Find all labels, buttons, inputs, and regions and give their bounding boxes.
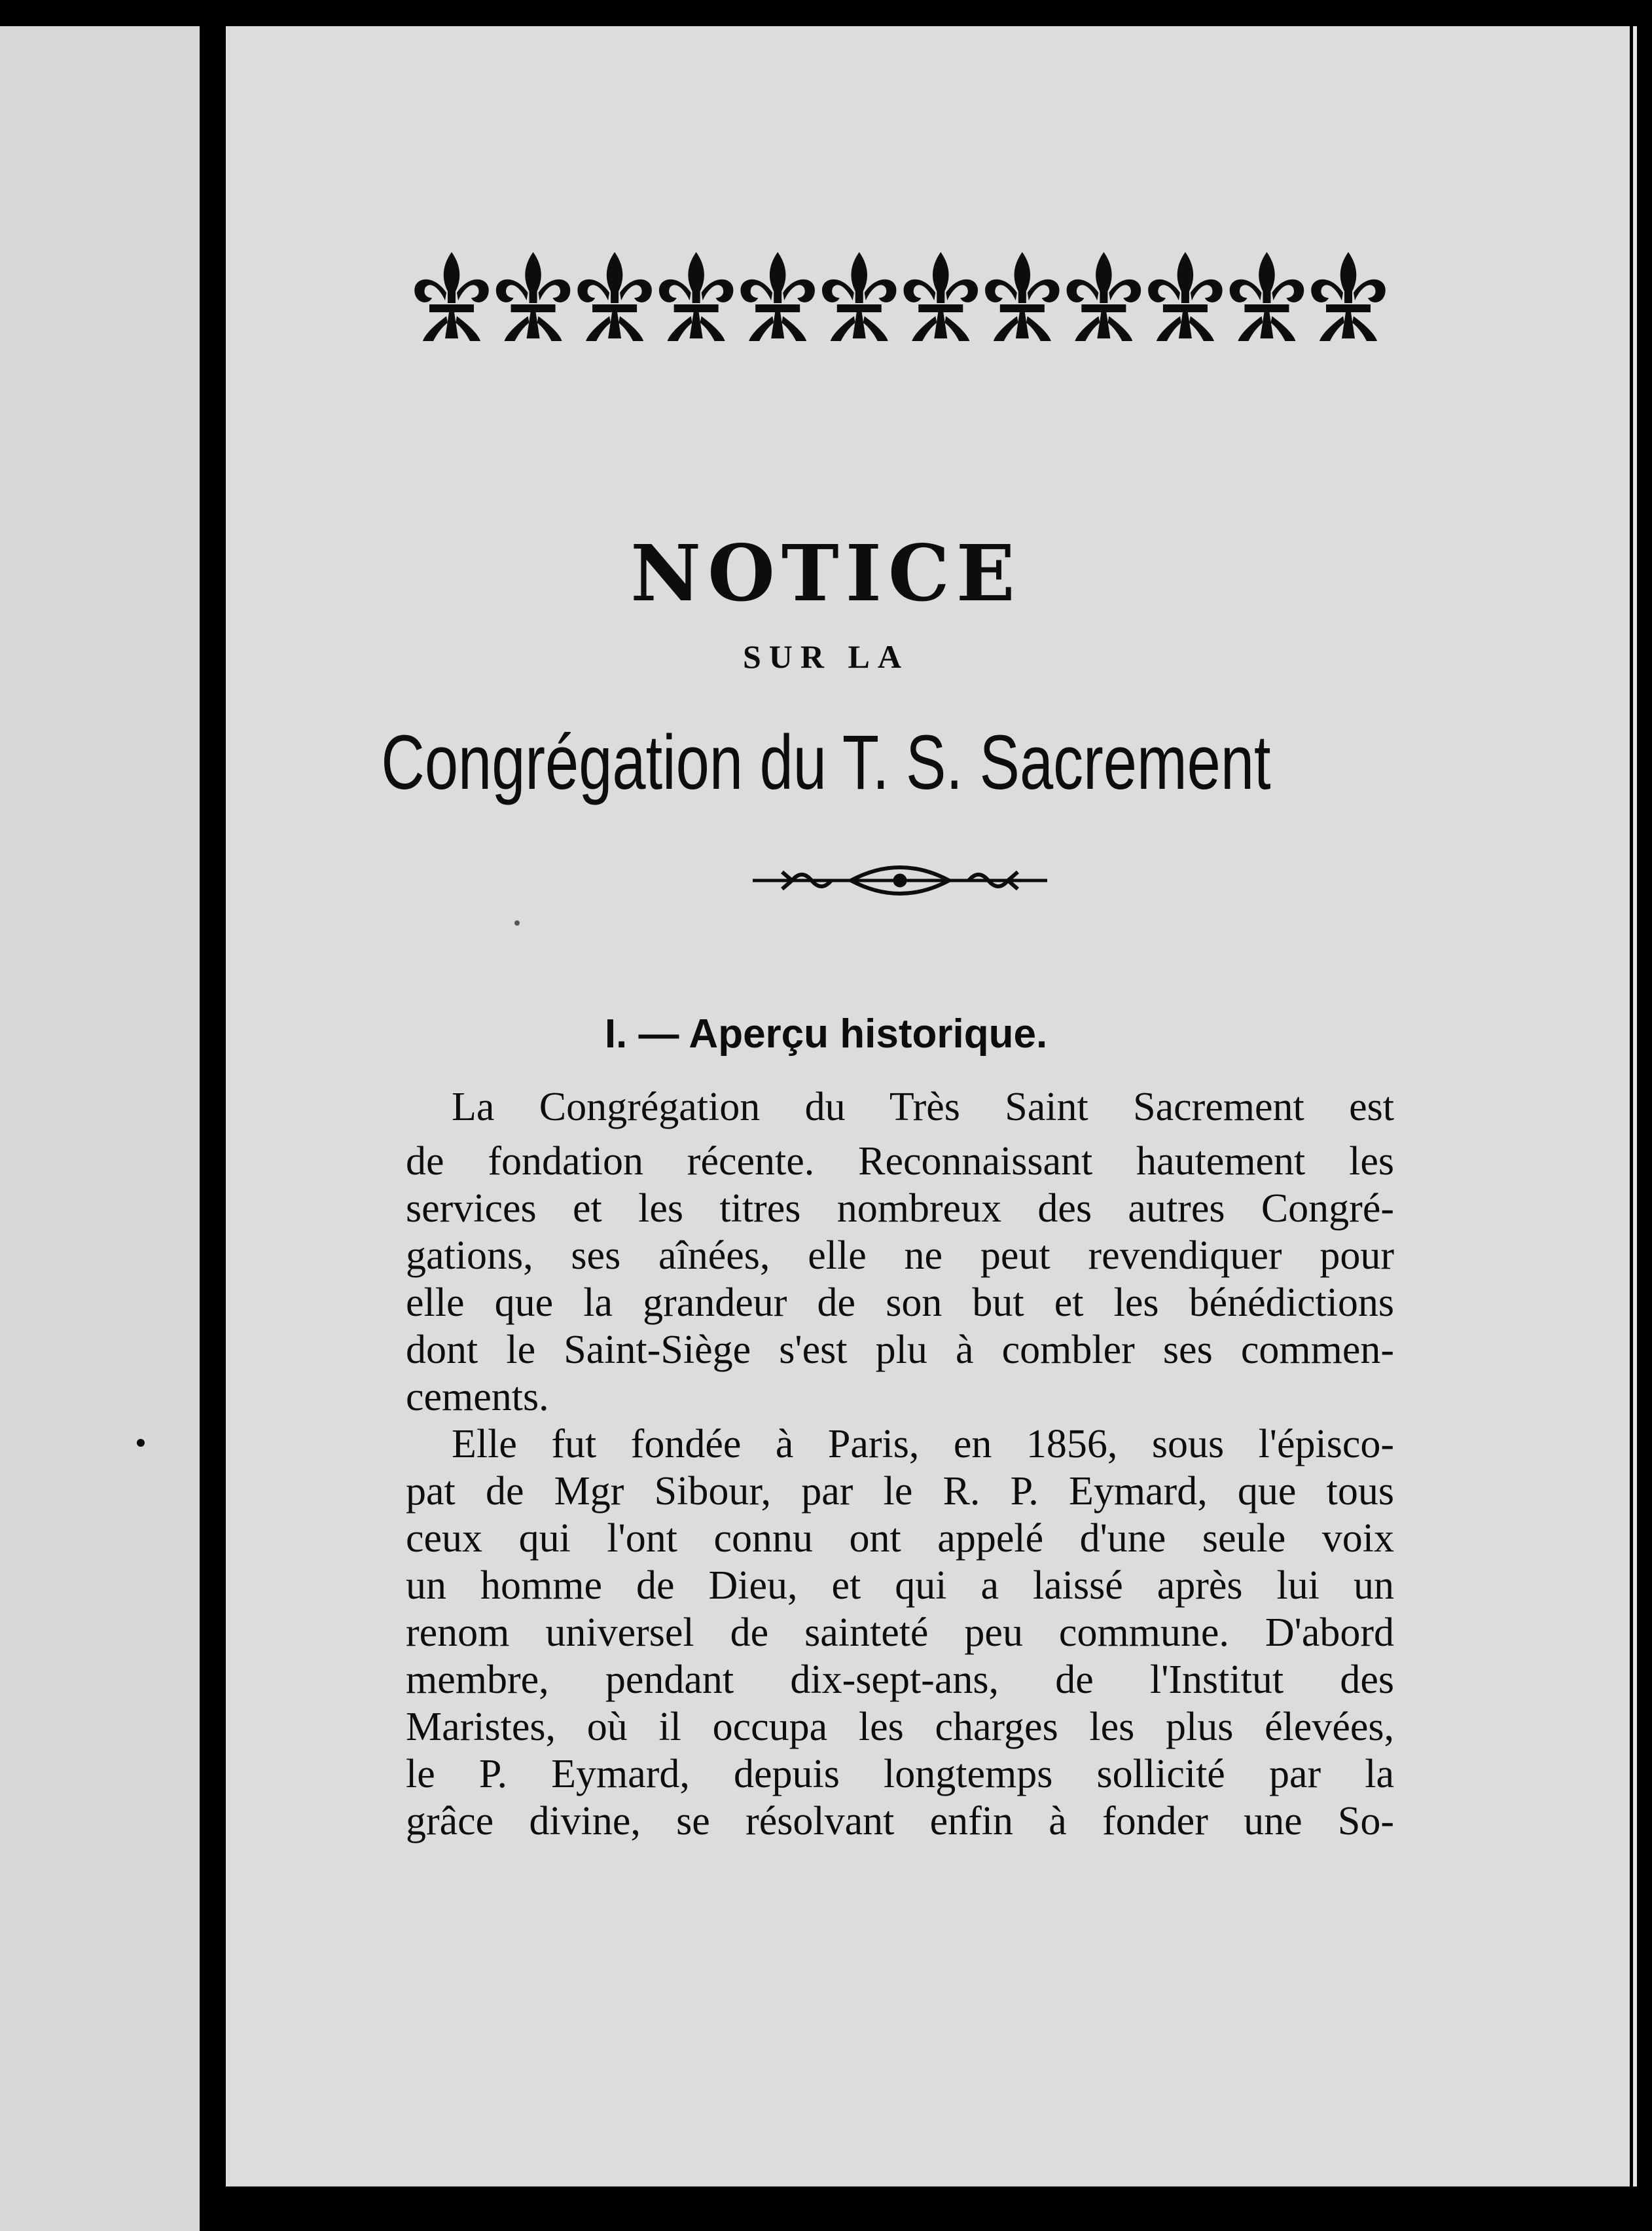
title-sur-la: SUR LA bbox=[743, 638, 909, 675]
title-notice: NOTICE bbox=[630, 528, 1022, 619]
body-line: cements. bbox=[406, 1375, 549, 1419]
body-line: Elle fut fondée à Paris, en 1856, sous l'épisco- bbox=[452, 1422, 1394, 1466]
body-line: grâce divine, se résolvant enfin à fonder une So- bbox=[406, 1799, 1394, 1843]
body-line: dont le Saint-Siège s'est plu à combler ses commen- bbox=[406, 1328, 1394, 1372]
body-line: gations, ses aînées, elle ne peut revendiquer pour bbox=[406, 1233, 1394, 1278]
body-line: le P. Eymard, depuis longtemps sollicité par la bbox=[406, 1752, 1394, 1796]
body-line: ceux qui l'ont connu ont appelé d'une seule voix bbox=[406, 1516, 1394, 1561]
title-main: Congrégation du T. S. Sacrement bbox=[381, 719, 1271, 806]
body-line: Maristes, où il occupa les charges les plus élevées, bbox=[406, 1705, 1394, 1749]
body-line: un homme de Dieu, et qui a laissé après lui un bbox=[406, 1563, 1394, 1608]
body-line: renom universel de sainteté peu commune. D'abord bbox=[406, 1610, 1394, 1655]
body-line: membre, pendant dix-sept-ans, de l'Institut des bbox=[406, 1658, 1394, 1702]
body-line: de fondation récente. Reconnaissant hautement les bbox=[406, 1139, 1394, 1184]
body-line: services et les titres nombreux des autres Congré- bbox=[406, 1186, 1394, 1231]
section-heading: I. — Aperçu historique. bbox=[604, 1011, 1048, 1057]
body-line: La Congrégation du Très Saint Sacrement est bbox=[452, 1085, 1394, 1129]
body-line: elle que la grandeur de son but et les bénédictions bbox=[406, 1280, 1394, 1325]
body-line: pat de Mgr Sibour, par le R. P. Eymard, que tous bbox=[406, 1469, 1394, 1514]
